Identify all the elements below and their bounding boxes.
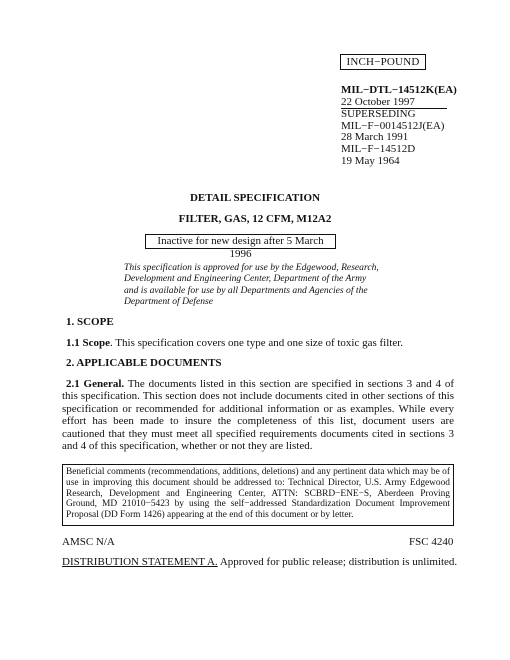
- general-2-1-label: 2.1 General.: [66, 378, 125, 390]
- inactive-notice-box: Inactive for new design after 5 March 1996: [145, 234, 336, 249]
- distribution-statement: [62, 556, 462, 568]
- distribution-label: DISTRIBUTION STATEMENT A.: [62, 556, 218, 568]
- amsc-code: AMSC N/A: [62, 536, 115, 548]
- applicable-documents-heading: 2. APPLICABLE DOCUMENTS: [66, 357, 222, 369]
- scope-1-1-text: . This specification covers one type and one size of toxic gas filter.: [110, 337, 404, 349]
- general-paragraph: [62, 378, 454, 452]
- document-number: MIL−DTL−14512K(EA): [341, 84, 457, 96]
- beneficial-comments-box: Beneficial comments (recommendations, additions, deletions) and any pertinent data which may be of use in improving this document should be addressed to: Technical Director, U.S. Army Edgewood Research, Development and Engineering Center, ATTN: SCBRD−ENE−S, Aberdeen Proving Ground, MD 21010−5423 by using the self−addressed Standardization Document Improvement Proposal (DD Form 1426) appearing at the end of this document or by letter.: [62, 464, 454, 526]
- superseded-document-1: MIL−F−0014512J(EA): [341, 119, 445, 132]
- item-title: FILTER, GAS, 12 CFM, M12A2: [178, 213, 332, 225]
- superseding-label: SUPERSEDING: [341, 108, 416, 121]
- approval-statement: This specification is approved for use by the Edgewood, Research, Development and Engineering Center, Department of the Army and is available for use by all Departments and Agencies of the Department of Defense: [124, 262, 379, 308]
- superseded-document-2-date: 19 May 1964: [341, 154, 400, 167]
- scope-heading: 1. SCOPE: [66, 316, 114, 328]
- superseded-document-2: MIL−F−14512D: [341, 142, 416, 155]
- superseded-document-1-date: 28 March 1991: [341, 131, 409, 144]
- inch-pound-box: INCH−POUND: [340, 54, 426, 70]
- document-date: 22 October 1997: [341, 97, 447, 110]
- general-2-1-text: The documents listed in this section are specified in sections 3 and 4 of this specification. This section does not include documents cited in other sections of this specification or recommended for additional information or as examples. While every effort has been made to insure the completeness of this list, document users are cautioned that they must meet all specified requirements documents cited in sections 3 and 4 of this specification, whether or not they are listed.: [62, 378, 454, 453]
- distribution-text: Approved for public release; distribution is unlimited.: [217, 556, 458, 568]
- document-id-block: [341, 85, 457, 167]
- fsc-code: FSC 4240: [409, 536, 454, 548]
- scope-1-1-label: 1.1 Scope: [66, 337, 110, 349]
- scope-paragraph: [66, 337, 456, 349]
- spec-type-title: DETAIL SPECIFICATION: [189, 192, 321, 204]
